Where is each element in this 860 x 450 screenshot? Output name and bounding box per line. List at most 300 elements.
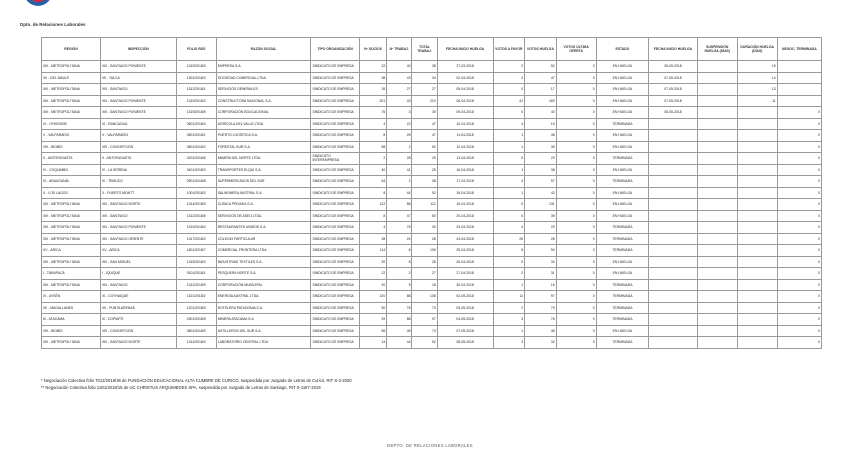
table-cell: SINDICATO DE EMPRESA [311,337,359,349]
table-cell: XIII - SANTIAGO PONIENTE [100,222,176,234]
table-cell: 11 [737,95,777,107]
table-cell: 26 [359,84,386,96]
table-cell: 38 [525,164,557,176]
table-cell: 1 [493,325,525,337]
table-cell [697,118,737,130]
table-cell [697,153,737,165]
column-header: SUSPENSIÓN HUELGA (DÍAS) [697,38,737,61]
table-cell: 1001/2018/2 [176,187,216,199]
table-cell: 30 [412,222,437,234]
table-cell: 2 [359,153,386,165]
table-cell [649,130,697,142]
table-cell: 2 [387,268,412,280]
table-cell: 1 [493,187,525,199]
table-cell: 11-04-2018 [437,130,493,142]
table-cell: 20 [359,256,386,268]
table-cell: SINDICATO DE EMPRESA [311,176,359,188]
table-cell: CORPORACIÓN EDUCACIONAL [216,107,311,119]
footnotes [41,377,352,391]
column-header: RAZÓN SOCIAL [216,38,311,61]
table-cell: 26-05-2018 [649,61,697,73]
table-cell: 0 [556,153,596,165]
table-cell: 0 [493,210,525,222]
table-cell: XIII - SAN MIGUEL [100,256,176,268]
table-cell: 14 [737,72,777,84]
table-cell: EN HUELGA [596,84,649,96]
table-cell: 24-04-2018 [437,233,493,245]
table-cell: 27-04-2018 [437,268,493,280]
table-cell: COLEGIO PARTICULAR [216,233,311,245]
table-cell: 9 [493,199,525,211]
table-cell: VIII - CONCEPCIÓN [100,325,176,337]
table-cell: 210 [412,95,437,107]
table-cell [697,72,737,84]
table-cell: 20 [359,279,386,291]
table-cell: 13 [737,84,777,96]
table-cell: 76 [387,222,412,234]
table-cell: EN HUELGA [596,199,649,211]
table-row [42,153,822,165]
table-cell: 108 [412,291,437,303]
table-cell [697,61,737,73]
table-cell: 0 [556,325,596,337]
table-cell: XI - AYSÉN [42,291,101,303]
table-cell: 32 [525,337,557,349]
table-cell: 0 [556,222,596,234]
table-cell: 25 [387,130,412,142]
table-cell: 1319/2018/2 [176,95,216,107]
table-cell: 0 [777,176,821,188]
table-cell [777,84,821,96]
table-cell: 0 [556,291,596,303]
column-header: TOTAL TRABAJ. [412,38,437,61]
table-cell: V - VALPARAÍSO [42,130,101,142]
table-cell: XIII - METROPOLITANA [42,233,101,245]
table-cell [737,222,777,234]
table-cell: 09-04-2018 [437,107,493,119]
table-cell [737,199,777,211]
table-cell: 4 [493,222,525,234]
table-cell [697,337,737,349]
table-cell: FORESTAL SUR S.A. [216,141,311,153]
table-cell: SERVICIOS GENERALES [216,84,311,96]
table-cell: 76 [525,314,557,326]
table-cell [737,291,777,303]
table-cell: 0 [777,279,821,291]
table-cell: XII - PUNTA ARENAS [100,302,176,314]
table-cell: 0 [556,72,596,84]
table-cell: LABORATORIO CENTRAL LTDA. [216,337,311,349]
table-cell: TERMINADA [596,176,649,188]
table-cell: 26 [493,233,525,245]
table-cell [649,337,697,349]
table-cell [649,245,697,257]
table-cell: 47 [412,130,437,142]
table-cell: 14 [359,337,386,349]
table-cell: 45 [387,325,412,337]
table-cell: 0 [493,84,525,96]
table-cell: 11 [493,291,525,303]
table-cell: 97 [525,291,557,303]
table-cell [737,176,777,188]
table-cell: 0 [777,325,821,337]
table-cell: EN HUELGA [596,268,649,280]
table-cell: 22 [359,268,386,280]
table-cell [649,302,697,314]
table-cell: II - ANTOFAGASTA [42,153,101,165]
table-cell: VII - TALCA [100,72,176,84]
table-cell: XI - COYHAIQUE [100,291,176,303]
table-cell: 0 [556,118,596,130]
table-cell: SINDICATO DE EMPRESA [311,210,359,222]
table-row [42,187,822,199]
table-cell [649,210,697,222]
table-cell: 30 [412,107,437,119]
table-cell: 19-04-2018 [437,199,493,211]
table-cell: 47 [387,210,412,222]
table-cell [697,84,737,96]
table-cell: MINERA ATACAMA S.A. [216,314,311,326]
column-header: VOTOS ÚLTIMA OFERTA [556,38,596,61]
table-cell: 02-04-2018 [437,72,493,84]
table-cell: 0 [777,141,821,153]
table-cell: 94 [525,245,557,257]
table-cell [697,95,737,107]
table-cell [697,210,737,222]
table-cell: 25 [412,164,437,176]
table-cell: 0 [493,256,525,268]
table-cell: SINDICATO DE EMPRESA [311,314,359,326]
table-cell: EN HUELGA [596,61,649,73]
table-cell: 06-04-2018 [437,95,493,107]
table-cell: 20-04-2018 [437,210,493,222]
table-cell: 4 [359,118,386,130]
table-cell: 16-04-2018 [437,164,493,176]
table-cell: 0 [556,314,596,326]
table-cell [737,279,777,291]
table-cell: EN HUELGA [596,130,649,142]
table-cell: 114 [359,245,386,257]
table-cell: 0 [777,233,821,245]
table-cell: 122 [359,199,386,211]
table-cell: 73 [412,302,437,314]
table-cell: SERVICIOS DE ASEO LTDA. [216,210,311,222]
table-row [42,199,822,211]
table-cell: 04-05-2018 [437,314,493,326]
table-cell [737,153,777,165]
table-cell: 5 [387,279,412,291]
table-cell: SINDICATO DE EMPRESA [311,107,359,119]
table-cell: XIII - METROPOLITANA [42,95,101,107]
table-cell: XIII - SANTIAGO ORIENTE [100,233,176,245]
table-cell: 19 [525,118,557,130]
table-cell: SINDICATO INTEREMPRESA [311,153,359,165]
table-cell: 0 [556,268,596,280]
table-cell: 0 [777,222,821,234]
table-cell [697,222,737,234]
table-cell: V - VALPARAÍSO [100,130,176,142]
table-cell [737,337,777,349]
column-header: VOTOS A FAVOR [493,38,525,61]
table-cell: 8 [359,187,386,199]
table-cell: XIII - SANTIAGO PONIENTE [100,61,176,73]
table-cell [737,107,777,119]
table-cell: 43 [387,95,412,107]
table-cell [737,118,777,130]
strikes-table [41,37,822,349]
table-cell: XIII - SANTIAGO [100,210,176,222]
table-cell: 38 [359,72,386,84]
table-cell [697,141,737,153]
table-cell: VI - O'HIGGINS [42,118,101,130]
table-cell: 76 [387,302,412,314]
table-cell: XIII - METROPOLITANA [42,199,101,211]
table-cell: 2 [493,302,525,314]
table-cell: SINDICATO DE EMPRESA [311,279,359,291]
table-cell: 26-04-2018 [437,256,493,268]
table-cell: SINDICATO DE EMPRESA [311,268,359,280]
table-row [42,268,822,280]
table-cell: EN HUELGA [596,107,649,119]
table-cell: 47 [525,72,557,84]
table-cell: 88 [387,314,412,326]
table-cell: 0 [556,130,596,142]
table-cell: X - PUERTO MONTT [100,187,176,199]
table-cell: CORPORACIÓN MUNICIPAL [216,279,311,291]
table-cell: 0 [556,84,596,96]
table-cell: 23-04-2018 [437,222,493,234]
table-cell: 34 [412,72,437,84]
table-cell: EMPRESA S.A. [216,61,311,73]
table-cell [697,107,737,119]
table-cell: 1315/2018/3 [176,256,216,268]
table-cell: CLÍNICA PRIVADA S.A. [216,199,311,211]
table-row [42,256,822,268]
table-cell: 0 [556,245,596,257]
table-cell: 112 [412,199,437,211]
table-row [42,164,822,176]
table-cell: 0 [777,107,821,119]
table-cell: 1317/2018/2 [176,233,216,245]
table-cell [697,302,737,314]
table-cell [697,291,737,303]
table-cell: TERMINADA [596,153,649,165]
table-cell [737,233,777,245]
table-cell: 0301/2018/5 [176,314,216,326]
table-cell: 1314/2018/4 [176,337,216,349]
table-cell: 0 [556,337,596,349]
table-cell: 22 [387,118,412,130]
table-cell: 28 [412,233,437,245]
table-cell [737,256,777,268]
table-row [42,210,822,222]
table-cell: 18-04-2018 [437,187,493,199]
table-cell: SINDICATO DE EMPRESA [311,84,359,96]
table-cell: 0 [777,118,821,130]
table-cell: 13-04-2018 [437,153,493,165]
table-cell: 27 [387,84,412,96]
table-cell: 8 [387,245,412,257]
table-cell: 52 [412,337,437,349]
column-header: REGIÓN [42,38,101,61]
table-cell: SUPERMERCADOS DEL SUR [216,176,311,188]
table-cell [737,210,777,222]
table-cell: EN HUELGA [596,72,649,84]
table-cell: I - TARAPACÁ [42,268,101,280]
table-cell: 07-05-2018 [649,95,697,107]
table-cell: SINDICATO DE EMPRESA [311,222,359,234]
table-cell: TERMINADA [596,222,649,234]
table-cell: 0801/2018/2 [176,141,216,153]
table-cell: IX - ARAUCANÍA [42,176,101,188]
table-cell: TERMINADA [596,291,649,303]
table-cell: TRANSPORTES ELQUI S.A. [216,164,311,176]
table-cell [697,187,737,199]
table-cell: 1 [493,279,525,291]
table-cell [649,256,697,268]
table-cell: XIII - SANTIAGO PONIENTE [100,95,176,107]
table-cell: 120 [359,291,386,303]
table-cell: 16 [525,279,557,291]
table-cell: COMERCIAL FRONTERA LTDA. [216,245,311,257]
table-row [42,314,822,326]
table-cell: 1301/2018/3 [176,72,216,84]
table-row [42,118,822,130]
table-row [42,141,822,153]
table-cell: IV - COQUIMBO [42,164,101,176]
table-cell: 73 [412,325,437,337]
table-cell: 40 [387,61,412,73]
table-cell: VII - DEL MAULE [42,72,101,84]
table-cell: 0 [777,153,821,165]
table-cell: 2 [493,268,525,280]
table-cell: 1312/2018/9 [176,279,216,291]
table-cell: X - LOS LAGOS [42,187,101,199]
table-row [42,84,822,96]
table-cell: 0 [556,199,596,211]
table-cell: 03-05-2018 [437,302,493,314]
table-cell: 0201/2018/6 [176,153,216,165]
table-body [42,61,822,349]
column-header: Nº TRABAJ. [387,38,412,61]
table-row [42,72,822,84]
column-header: INSPECCIÓN [100,38,176,61]
table-cell: 0 [556,279,596,291]
table-cell: SINDICATO DE EMPRESA [311,141,359,153]
table-cell [649,187,697,199]
table-cell: 0 [777,256,821,268]
table-cell: 07-05-2018 [649,84,697,96]
table-cell: SINDICATO DE EMPRESA [311,61,359,73]
table-cell: 07-05-2018 [437,325,493,337]
table-cell [697,314,737,326]
table-cell: 43 [387,72,412,84]
table-cell: 4 [493,118,525,130]
table-cell: 08-05-2018 [649,107,697,119]
table-cell [737,141,777,153]
table-cell: 28 [525,233,557,245]
table-cell: XIII - SANTIAGO [100,279,176,291]
table-cell: 92 [359,314,386,326]
table-cell: 97 [412,314,437,326]
table-cell: 1314/2018/0 [176,199,216,211]
table-cell: 29 [412,153,437,165]
table-cell: IV - LA SERENA [100,164,176,176]
table-cell: IX - TEMUCO [100,176,176,188]
table-cell: 28 [412,256,437,268]
table-cell: 44 [387,337,412,349]
table-row [42,130,822,142]
table-cell: XIII - SANTIAGO NORTE [100,337,176,349]
table-cell: 50 [359,302,386,314]
table-cell [697,176,737,188]
table-cell: ENERGÍA AUSTRAL LTDA. [216,291,311,303]
table-cell: 34 [525,256,557,268]
table-cell: SINDICATO DE EMPRESA [311,95,359,107]
table-cell: SINDICATO DE EMPRESA [311,245,359,257]
table-cell: 38 [412,176,437,188]
table-cell [697,279,737,291]
table-cell: SINDICATO DE EMPRESA [311,72,359,84]
table-cell: 39 [525,141,557,153]
table-cell [649,279,697,291]
table-cell: TERMINADA [596,314,649,326]
table-cell [649,199,697,211]
table-cell: 1101/2018/2 [176,291,216,303]
table-cell: 43 [525,187,557,199]
table-cell: 02-05-2018 [437,291,493,303]
table-cell: 50 [412,210,437,222]
table-cell: XIII - METROPOLITANA [42,222,101,234]
table-cell: VIII - CONCEPCIÓN [100,141,176,153]
table-cell: 0 [556,176,596,188]
table-cell [697,325,737,337]
table-row [42,222,822,234]
table-cell [697,245,737,257]
table-cell: 3 [493,337,525,349]
table-cell: III - ATACAMA [42,314,101,326]
table-cell: 48 [525,130,557,142]
table-cell: XIII - METROPOLITANA [42,61,101,73]
table-row [42,61,822,73]
table-cell: 0 [556,233,596,245]
table-row [42,245,822,257]
table-row [42,95,822,107]
table-cell: TERMINADA [596,279,649,291]
table-cell [737,325,777,337]
table-cell: EN HUELGA [596,325,649,337]
table-cell: 2 [493,61,525,73]
table-cell: 1319/2018/0 [176,61,216,73]
table-cell: SINDICATO DE EMPRESA [311,199,359,211]
table-cell: 0 [556,210,596,222]
table-cell: 39 [525,210,557,222]
table-cell: 07-05-2018 [649,72,697,84]
table-cell: VI - RANCAGUA [100,118,176,130]
column-header: FECHA INICIO HUELGA [649,38,697,61]
table-cell: 0 [556,95,596,107]
table-cell: XIII - METROPOLITANA [42,210,101,222]
table-cell: RESTAURANTES UNIDOS S.A. [216,222,311,234]
table-cell: EN HUELGA [596,187,649,199]
table-cell: XIII - SANTIAGO [100,84,176,96]
table-cell: 3 [493,314,525,326]
table-cell: 201 [359,95,386,107]
table-cell: 1201/2018/0 [176,302,216,314]
table-cell [697,164,737,176]
table-cell: 0 [777,164,821,176]
table-cell: 131 [525,199,557,211]
